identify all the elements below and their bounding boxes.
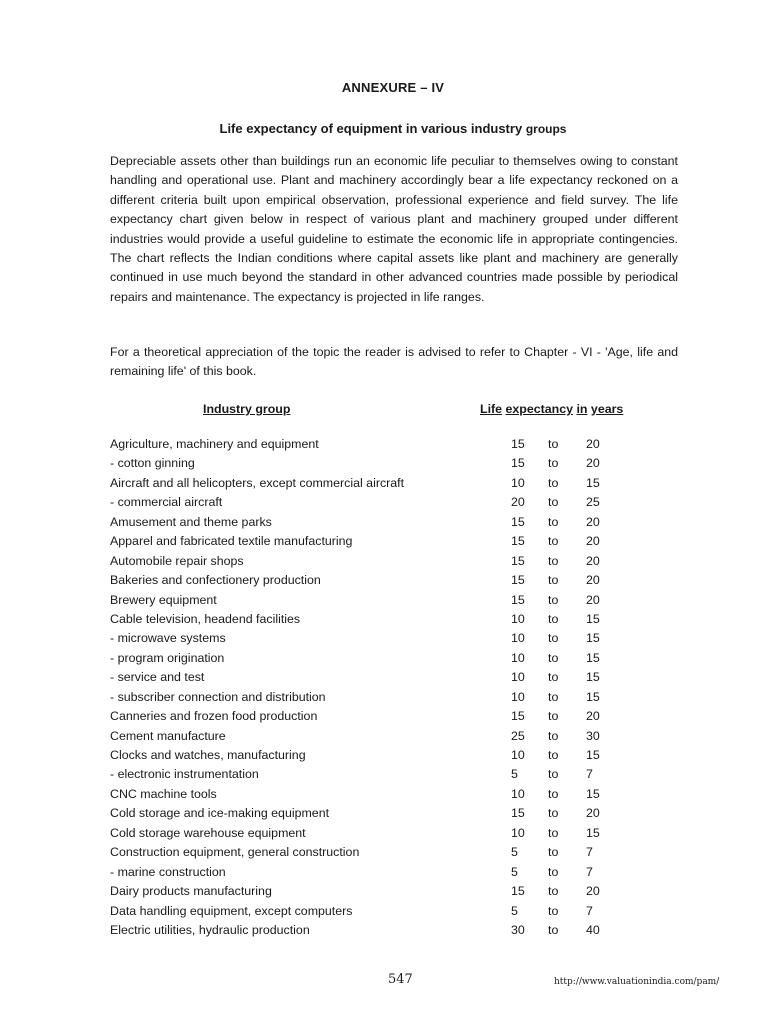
life-min: 15 (511, 806, 525, 821)
range-separator: to (548, 806, 559, 821)
life-min: 10 (511, 631, 525, 646)
range-separator: to (548, 456, 559, 471)
industry-name: - electronic instrumentation (110, 767, 259, 782)
life-min: 10 (511, 670, 525, 685)
table-row (110, 746, 670, 765)
industry-name: Apparel and fabricated textile manufacturing (110, 534, 353, 549)
life-min: 15 (511, 884, 525, 899)
industry-name: Cold storage and ice-making equipment (110, 806, 330, 821)
life-min: 15 (511, 709, 525, 724)
page-subtitle (0, 121, 768, 136)
life-min: 5 (511, 864, 518, 879)
life-min: 25 (511, 728, 525, 743)
range-separator: to (548, 767, 559, 782)
life-max: 15 (586, 748, 600, 762)
life-max: 20 (586, 534, 600, 549)
life-min: 15 (511, 514, 525, 529)
column-header-industry-group: Industry group (203, 402, 291, 416)
table-row (110, 882, 670, 901)
life-max: 7 (586, 903, 593, 918)
table-row (110, 649, 670, 668)
industry-name: Electric utilities, hydraulic production (110, 922, 310, 937)
life-min: 30 (511, 922, 525, 937)
industry-name: - program origination (110, 650, 225, 665)
header-word-life: Life (480, 402, 503, 416)
range-separator: to (548, 864, 559, 879)
industry-name: Clocks and watches, manufacturing (110, 748, 306, 762)
life-min: 10 (511, 825, 525, 840)
life-max: 20 (586, 456, 600, 471)
industry-name: Brewery equipment (110, 592, 217, 607)
table-row (110, 629, 670, 648)
table-row (110, 668, 670, 687)
range-separator: to (548, 592, 559, 607)
life-max: 20 (586, 806, 600, 821)
life-min: 10 (511, 650, 525, 665)
table-row (110, 863, 670, 882)
subtitle-small: groups (525, 122, 567, 136)
range-separator: to (548, 748, 559, 762)
range-separator: to (548, 534, 559, 549)
range-separator: to (548, 495, 559, 510)
life-max: 20 (586, 573, 600, 588)
life-max: 15 (586, 786, 600, 801)
life-min: 15 (511, 456, 525, 471)
range-separator: to (548, 553, 559, 568)
range-separator: to (548, 845, 559, 860)
annexure-heading: ANNEXURE – IV (341, 80, 445, 95)
life-min: 15 (511, 592, 525, 607)
life-min: 5 (511, 903, 518, 918)
table-row (110, 785, 670, 804)
life-min: 20 (511, 495, 525, 510)
table-row (110, 591, 670, 610)
subtitle-main: Life expectancy of equipment in various industry (219, 121, 523, 136)
intro-paragraph-1: Depreciable assets other than buildings run an economic life peculiar to themselves owing to constant handling and operational use. Plant and machinery accordingly bear a life expectancy reckoned on a different criteria built upon empirical observation, professional experience and field survey. The life expectancy chart given below in respect of various plant and machinery grouped under different industries would provide a useful guideline to estimate the economic life in appropriate contingencies. The chart reflects the Indian conditions where capital assets like plant and machinery are generally continued in use much beyond the standard in other advanced countries made possible by periodical repairs and maintenance. The expectancy is projected in life ranges. (110, 154, 678, 304)
industry-name: Agriculture, machinery and equipment (110, 437, 319, 451)
industry-name: Bakeries and confectionery production (110, 573, 321, 588)
header-word-years: years (590, 402, 624, 416)
range-separator: to (548, 825, 559, 840)
intro-paragraph-2: For a theoretical appreciation of the topic the reader is advised to refer to Chapter - VI - 'Age, life and remaining life' of this book. (110, 345, 678, 379)
life-min: 10 (511, 748, 525, 762)
industry-name: - service and test (110, 670, 205, 685)
range-separator: to (548, 611, 559, 626)
life-max: 7 (586, 864, 593, 879)
table-row (110, 765, 670, 784)
range-separator: to (548, 670, 559, 685)
life-max: 15 (586, 689, 600, 704)
industry-name: Dairy products manufacturing (110, 884, 272, 899)
life-max: 30 (586, 728, 600, 743)
life-max: 7 (586, 845, 593, 860)
table-row (110, 532, 670, 551)
industry-name: Construction equipment, general construction (110, 845, 360, 860)
life-max: 20 (586, 592, 600, 607)
range-separator: to (548, 514, 559, 529)
life-max: 20 (586, 709, 600, 724)
range-separator: to (548, 728, 559, 743)
table-row (110, 571, 670, 590)
life-min: 10 (511, 786, 525, 801)
header-word-in: in (576, 402, 588, 416)
industry-name: - cotton ginning (110, 456, 195, 471)
table-row (110, 921, 670, 940)
life-expectancy-table (110, 435, 670, 940)
column-header-life-expectancy (480, 402, 623, 416)
life-max: 15 (586, 825, 600, 840)
life-max: 20 (586, 437, 600, 451)
table-row (110, 513, 670, 532)
life-max: 15 (586, 670, 600, 685)
life-min: 15 (511, 534, 525, 549)
table-row (110, 727, 670, 746)
range-separator: to (548, 903, 559, 918)
life-min: 15 (511, 573, 525, 588)
life-min: 15 (511, 437, 525, 451)
life-min: 5 (511, 845, 518, 860)
life-min: 15 (511, 553, 525, 568)
life-max: 15 (586, 650, 600, 665)
life-max: 15 (586, 631, 600, 646)
industry-name: Cement manufacture (110, 728, 226, 743)
industry-name: Cold storage warehouse equipment (110, 825, 306, 840)
table-row (110, 843, 670, 862)
table-row (110, 902, 670, 921)
life-min: 10 (511, 689, 525, 704)
industry-name: Cable television, headend facilities (110, 611, 301, 626)
range-separator: to (548, 786, 559, 801)
table-row (110, 707, 670, 726)
table-row (110, 804, 670, 823)
table-row (110, 688, 670, 707)
industry-name: - microwave systems (110, 631, 226, 646)
life-max: 20 (586, 514, 600, 529)
industry-name: CNC machine tools (110, 786, 217, 801)
industry-name: - subscriber connection and distribution (110, 689, 326, 704)
life-max: 15 (586, 611, 600, 626)
range-separator: to (548, 631, 559, 646)
industry-name: - marine construction (110, 864, 226, 879)
range-separator: to (548, 573, 559, 588)
industry-name: - commercial aircraft (110, 495, 223, 510)
table-row (110, 474, 670, 493)
industry-name: Aircraft and all helicopters, except commercial aircraft (110, 475, 405, 490)
range-separator: to (548, 689, 559, 704)
footer-url[interactable]: http://www.valuationindia.com/pam/ (554, 977, 720, 987)
table-row (110, 435, 670, 454)
life-max: 20 (586, 553, 600, 568)
range-separator: to (548, 884, 559, 899)
life-max: 15 (586, 475, 600, 490)
header-word-expectancy: expectancy (505, 402, 573, 416)
life-max: 40 (586, 922, 600, 937)
life-min: 10 (511, 611, 525, 626)
life-min: 5 (511, 767, 518, 782)
industry-name: Canneries and frozen food production (110, 709, 318, 724)
range-separator: to (548, 475, 559, 490)
industry-name: Automobile repair shops (110, 553, 244, 568)
range-separator: to (548, 650, 559, 665)
life-min: 10 (511, 475, 525, 490)
page-number: 547 (388, 972, 413, 987)
life-max: 20 (586, 884, 600, 899)
life-max: 7 (586, 767, 593, 782)
life-max: 25 (586, 495, 600, 510)
table-row (110, 824, 670, 843)
table-row (110, 454, 670, 473)
range-separator: to (548, 709, 559, 724)
industry-name: Data handling equipment, except computers (110, 903, 353, 918)
range-separator: to (548, 437, 559, 451)
table-row (110, 493, 670, 512)
industry-name: Amusement and theme parks (110, 514, 272, 529)
range-separator: to (548, 922, 559, 937)
table-row (110, 552, 670, 571)
table-row (110, 610, 670, 629)
